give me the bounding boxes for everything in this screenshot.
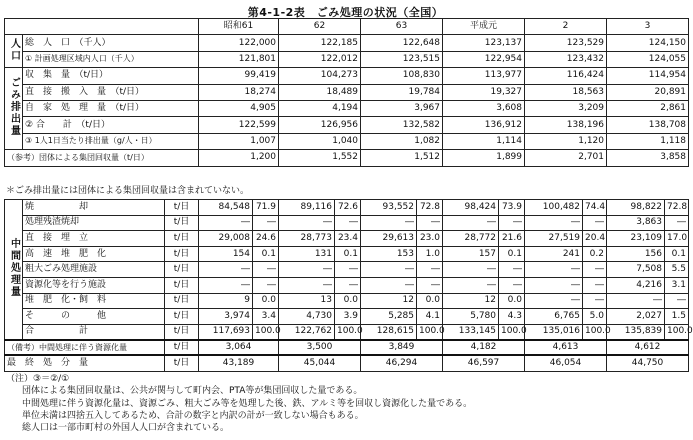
cell: 124,055: [607, 51, 689, 67]
cell: 23.4: [335, 231, 361, 247]
cell: 5,780: [443, 309, 499, 325]
cell: 138,708: [607, 117, 689, 133]
cell: ―: [279, 262, 335, 278]
row-label: 焼 却: [23, 200, 165, 216]
cell: 0.0: [335, 293, 361, 309]
cell: 4,730: [279, 309, 335, 325]
cell: ―: [443, 277, 499, 293]
cell: 100.0: [253, 324, 279, 340]
cell: 12: [443, 293, 499, 309]
cell: 113,977: [443, 68, 525, 84]
unit: t/日: [165, 246, 199, 262]
table-row: [5, 340, 689, 356]
footnotes: [6, 373, 472, 434]
footnote: 総人口は一部市町村の外国人人口が含まれている。: [22, 423, 230, 434]
cell: 157: [443, 246, 499, 262]
header-row: [5, 19, 689, 35]
cell: 44,750: [607, 355, 689, 371]
cell: 28,772: [443, 231, 499, 247]
cell: 122,599: [199, 117, 279, 133]
table-row: [5, 84, 689, 100]
year-header: 63: [361, 19, 443, 35]
cell: ―: [253, 277, 279, 293]
cell: 4.1: [417, 309, 443, 325]
unit: t/日: [165, 277, 199, 293]
cell: ―: [361, 215, 417, 231]
cell: 1,899: [443, 150, 525, 166]
cell: 123,515: [361, 51, 443, 67]
cell: 1,120: [525, 133, 607, 149]
cell: ―: [199, 215, 253, 231]
cell: 3,967: [361, 100, 443, 116]
cell: ―: [417, 215, 443, 231]
table-row: [5, 51, 689, 67]
year-header: 2: [525, 19, 607, 35]
cell: ―: [583, 262, 607, 278]
cell: 72.6: [335, 200, 361, 216]
cell: 3,608: [443, 100, 525, 116]
cell: ―: [253, 215, 279, 231]
year-header: 平成元: [443, 19, 525, 35]
cell: 136,912: [443, 117, 525, 133]
cell: 73.9: [499, 200, 525, 216]
table-row: [5, 277, 689, 293]
unit: t/日: [165, 200, 199, 216]
table-row: [5, 246, 689, 262]
cell: 2,027: [607, 309, 665, 325]
cell: ―: [499, 262, 525, 278]
table-row: [5, 133, 689, 149]
cell: 3,863: [607, 215, 665, 231]
cell: 19,784: [361, 84, 443, 100]
cell: 100.0: [665, 324, 689, 340]
cell: 89,116: [279, 200, 335, 216]
cell: ―: [361, 277, 417, 293]
cell: 123,137: [443, 35, 525, 51]
cell: 3,064: [199, 340, 279, 356]
cell: 24.6: [253, 231, 279, 247]
cell: 123,432: [525, 51, 607, 67]
cell: 13: [279, 293, 335, 309]
cell: 46,294: [361, 355, 443, 371]
cell: 93,552: [361, 200, 417, 216]
cell: 2,861: [607, 100, 689, 116]
waste-generation-table: [4, 18, 689, 167]
table-row: [5, 355, 689, 371]
cell: 156: [607, 246, 665, 262]
year-header: 昭和61: [199, 19, 279, 35]
cell: 46,597: [443, 355, 525, 371]
cell: 122,954: [443, 51, 525, 67]
cell: 104,273: [279, 68, 361, 84]
cell: 98,424: [443, 200, 499, 216]
cell: ―: [279, 215, 335, 231]
table-row: [5, 231, 689, 247]
cell: 5,285: [361, 309, 417, 325]
cell: ―: [443, 215, 499, 231]
intermediate-treatment-table: [4, 199, 693, 372]
cell: 131: [279, 246, 335, 262]
group-label-population: 人口: [5, 35, 23, 68]
cell: ―: [417, 277, 443, 293]
table-row: [5, 150, 689, 166]
cell: 3,209: [525, 100, 607, 116]
cell: 3,974: [199, 309, 253, 325]
cell: 153: [361, 246, 417, 262]
cell: 0.0: [253, 293, 279, 309]
cell: ―: [499, 215, 525, 231]
cell: 5.5: [665, 262, 689, 278]
cell: 0.0: [499, 293, 525, 309]
row-label: 総 人 口 （千人）: [23, 35, 199, 51]
cell: 6,765: [525, 309, 583, 325]
row-label: ② 合 計 （t/日）: [23, 117, 199, 133]
table-row: [5, 262, 689, 278]
cell: 123,529: [525, 35, 607, 51]
table-row: [5, 309, 689, 325]
year-header: 3: [607, 19, 689, 35]
cell: 122,185: [279, 35, 361, 51]
cell: 21.6: [499, 231, 525, 247]
note-collection: ＊ごみ排出量には団体による集団回収量は含まれていない。: [6, 186, 250, 196]
cell: ―: [665, 215, 689, 231]
unit: t/日: [165, 355, 199, 371]
row-label: （参考）団体による集団回収量（t/日）: [5, 150, 199, 166]
cell: 72.8: [417, 200, 443, 216]
cell: 19,327: [443, 84, 525, 100]
unit: t/日: [165, 324, 199, 340]
cell: 3,849: [361, 340, 443, 356]
cell: 46,054: [525, 355, 607, 371]
cell: ―: [525, 215, 583, 231]
cell: ―: [253, 262, 279, 278]
cell: ―: [583, 277, 607, 293]
cell: 138,196: [525, 117, 607, 133]
cell: ―: [525, 262, 583, 278]
cell: 2,701: [525, 150, 607, 166]
cell: 0.1: [335, 246, 361, 262]
cell: 1,082: [361, 133, 443, 149]
cell: 18,274: [199, 84, 279, 100]
table-row: [5, 35, 689, 51]
cell: 17.0: [665, 231, 689, 247]
cell: 71.9: [253, 200, 279, 216]
footnote: （注）③＝②/①: [6, 374, 70, 384]
footnote: 中間処理に伴う資源化量は、資源ごみ、粗大ごみ等を処理した後、鉄、アルミ等を回収し資源化した量である。: [22, 398, 473, 409]
cell: 4,194: [279, 100, 361, 116]
table-row: [5, 324, 689, 340]
cell: 108,830: [361, 68, 443, 84]
table-row: [5, 68, 689, 84]
cell: 29,613: [361, 231, 417, 247]
cell: 100.0: [583, 324, 607, 340]
cell: 133,145: [443, 324, 499, 340]
cell: 117,693: [199, 324, 253, 340]
cell: 27,519: [525, 231, 583, 247]
cell: ―: [199, 262, 253, 278]
unit: t/日: [165, 309, 199, 325]
cell: 135,839: [607, 324, 665, 340]
cell: 20,891: [607, 84, 689, 100]
cell: 18,489: [279, 84, 361, 100]
cell: 1,118: [607, 133, 689, 149]
cell: 241: [525, 246, 583, 262]
row-label: 最 終 処 分 量: [5, 355, 165, 371]
cell: 84,548: [199, 200, 253, 216]
cell: 3.9: [335, 309, 361, 325]
cell: 3.4: [253, 309, 279, 325]
row-label: 堆 肥 化・飼 料: [23, 293, 165, 309]
table-row: [5, 100, 689, 116]
cell: ―: [499, 277, 525, 293]
cell: 4,905: [199, 100, 279, 116]
cell: 116,424: [525, 68, 607, 84]
cell: 122,012: [279, 51, 361, 67]
cell: 3,858: [607, 150, 689, 166]
cell: 121,801: [199, 51, 279, 67]
cell: 4,216: [607, 277, 665, 293]
cell: ―: [361, 262, 417, 278]
cell: 4,182: [443, 340, 525, 356]
unit: t/日: [165, 293, 199, 309]
cell: ―: [443, 262, 499, 278]
cell: 1,114: [443, 133, 525, 149]
row-label: 収 集 量 （t/日）: [23, 68, 199, 84]
cell: 4,613: [525, 340, 607, 356]
cell: ―: [607, 293, 665, 309]
row-label: ① 計画処理区域内人口（千人）: [23, 51, 199, 67]
table-row: [5, 117, 689, 133]
cell: 7,508: [607, 262, 665, 278]
cell: 12: [361, 293, 417, 309]
cell: 100.0: [335, 324, 361, 340]
cell: 18,563: [525, 84, 607, 100]
cell: 1,040: [279, 133, 361, 149]
cell: 100.0: [417, 324, 443, 340]
cell: 1.0: [417, 246, 443, 262]
table-row: [5, 215, 689, 231]
cell: ―: [335, 215, 361, 231]
row-label: 高 速 堆 肥 化: [23, 246, 165, 262]
cell: 154: [199, 246, 253, 262]
cell: ―: [335, 262, 361, 278]
cell: 28,773: [279, 231, 335, 247]
footnote: 単位未満は四捨五入してあるため、合計の数字と内訳の計が一致しない場合もある。: [22, 410, 364, 421]
cell: 20.4: [583, 231, 607, 247]
cell: 0.1: [665, 246, 689, 262]
cell: 29,008: [199, 231, 253, 247]
cell: 9: [199, 293, 253, 309]
cell: ―: [525, 277, 583, 293]
cell: ―: [525, 293, 583, 309]
row-label: 粗大ごみ処理施設: [23, 262, 165, 278]
cell: ―: [417, 262, 443, 278]
cell: 0.0: [417, 293, 443, 309]
cell: 98,822: [607, 200, 665, 216]
cell: ―: [335, 277, 361, 293]
cell: 4,612: [607, 340, 689, 356]
row-label: （備考）中間処理に伴う資源化量: [5, 340, 165, 356]
cell: 1.5: [665, 309, 689, 325]
unit: t/日: [165, 231, 199, 247]
cell: 122,000: [199, 35, 279, 51]
unit: t/日: [165, 262, 199, 278]
cell: ―: [279, 277, 335, 293]
cell: 122,648: [361, 35, 443, 51]
table-row: [5, 293, 689, 309]
cell: 72.8: [665, 200, 689, 216]
cell: 100,482: [525, 200, 583, 216]
row-label: 自 家 処 理 量 （t/日）: [23, 100, 199, 116]
cell: 99,419: [199, 68, 279, 84]
cell: 1,007: [199, 133, 279, 149]
cell: 114,954: [607, 68, 689, 84]
row-label: 合 計: [23, 324, 165, 340]
cell: 45,044: [279, 355, 361, 371]
cell: 1,512: [361, 150, 443, 166]
cell: 132,582: [361, 117, 443, 133]
cell: 5.0: [583, 309, 607, 325]
cell: 3.1: [665, 277, 689, 293]
table-row: [5, 200, 689, 216]
cell: 100.0: [499, 324, 525, 340]
unit: t/日: [165, 215, 199, 231]
table-title: 第4-1-2表 ごみ処理の状況（全国）: [247, 6, 444, 19]
row-label: ③ 1人1日当たり排出量（g/人・日）: [23, 133, 199, 149]
cell: 122,762: [279, 324, 335, 340]
cell: 0.2: [583, 246, 607, 262]
row-label: 直 接 搬 入 量 （t/日）: [23, 84, 199, 100]
row-label: 資源化等を行う施設: [23, 277, 165, 293]
row-label: 処理残渣焼却: [23, 215, 165, 231]
cell: ―: [583, 293, 607, 309]
cell: 1,552: [279, 150, 361, 166]
cell: 4.3: [499, 309, 525, 325]
cell: ―: [199, 277, 253, 293]
cell: 135,016: [525, 324, 583, 340]
cell: 0.1: [253, 246, 279, 262]
unit: t/日: [165, 340, 199, 356]
cell: 0.1: [499, 246, 525, 262]
cell: ―: [665, 293, 689, 309]
cell: 124,150: [607, 35, 689, 51]
cell: 1,200: [199, 150, 279, 166]
header-corner: [5, 19, 199, 35]
cell: ―: [583, 215, 607, 231]
row-label: そ の 他: [23, 309, 165, 325]
cell: 43,189: [199, 355, 279, 371]
year-header: 62: [279, 19, 361, 35]
cell: 3,500: [279, 340, 361, 356]
cell: 23.0: [417, 231, 443, 247]
cell: 128,615: [361, 324, 417, 340]
group-label-waste: ごみ排出量: [5, 68, 23, 150]
row-label: 直 接 埋 立: [23, 231, 165, 247]
cell: 23,109: [607, 231, 665, 247]
cell: 74.4: [583, 200, 607, 216]
cell: 126,956: [279, 117, 361, 133]
footnote: 団体による集団回収量は、公共が関与して町内会、PTA等が集団回収した量である。: [22, 386, 363, 397]
group-label-intermediate: 中間処理量: [5, 200, 23, 340]
